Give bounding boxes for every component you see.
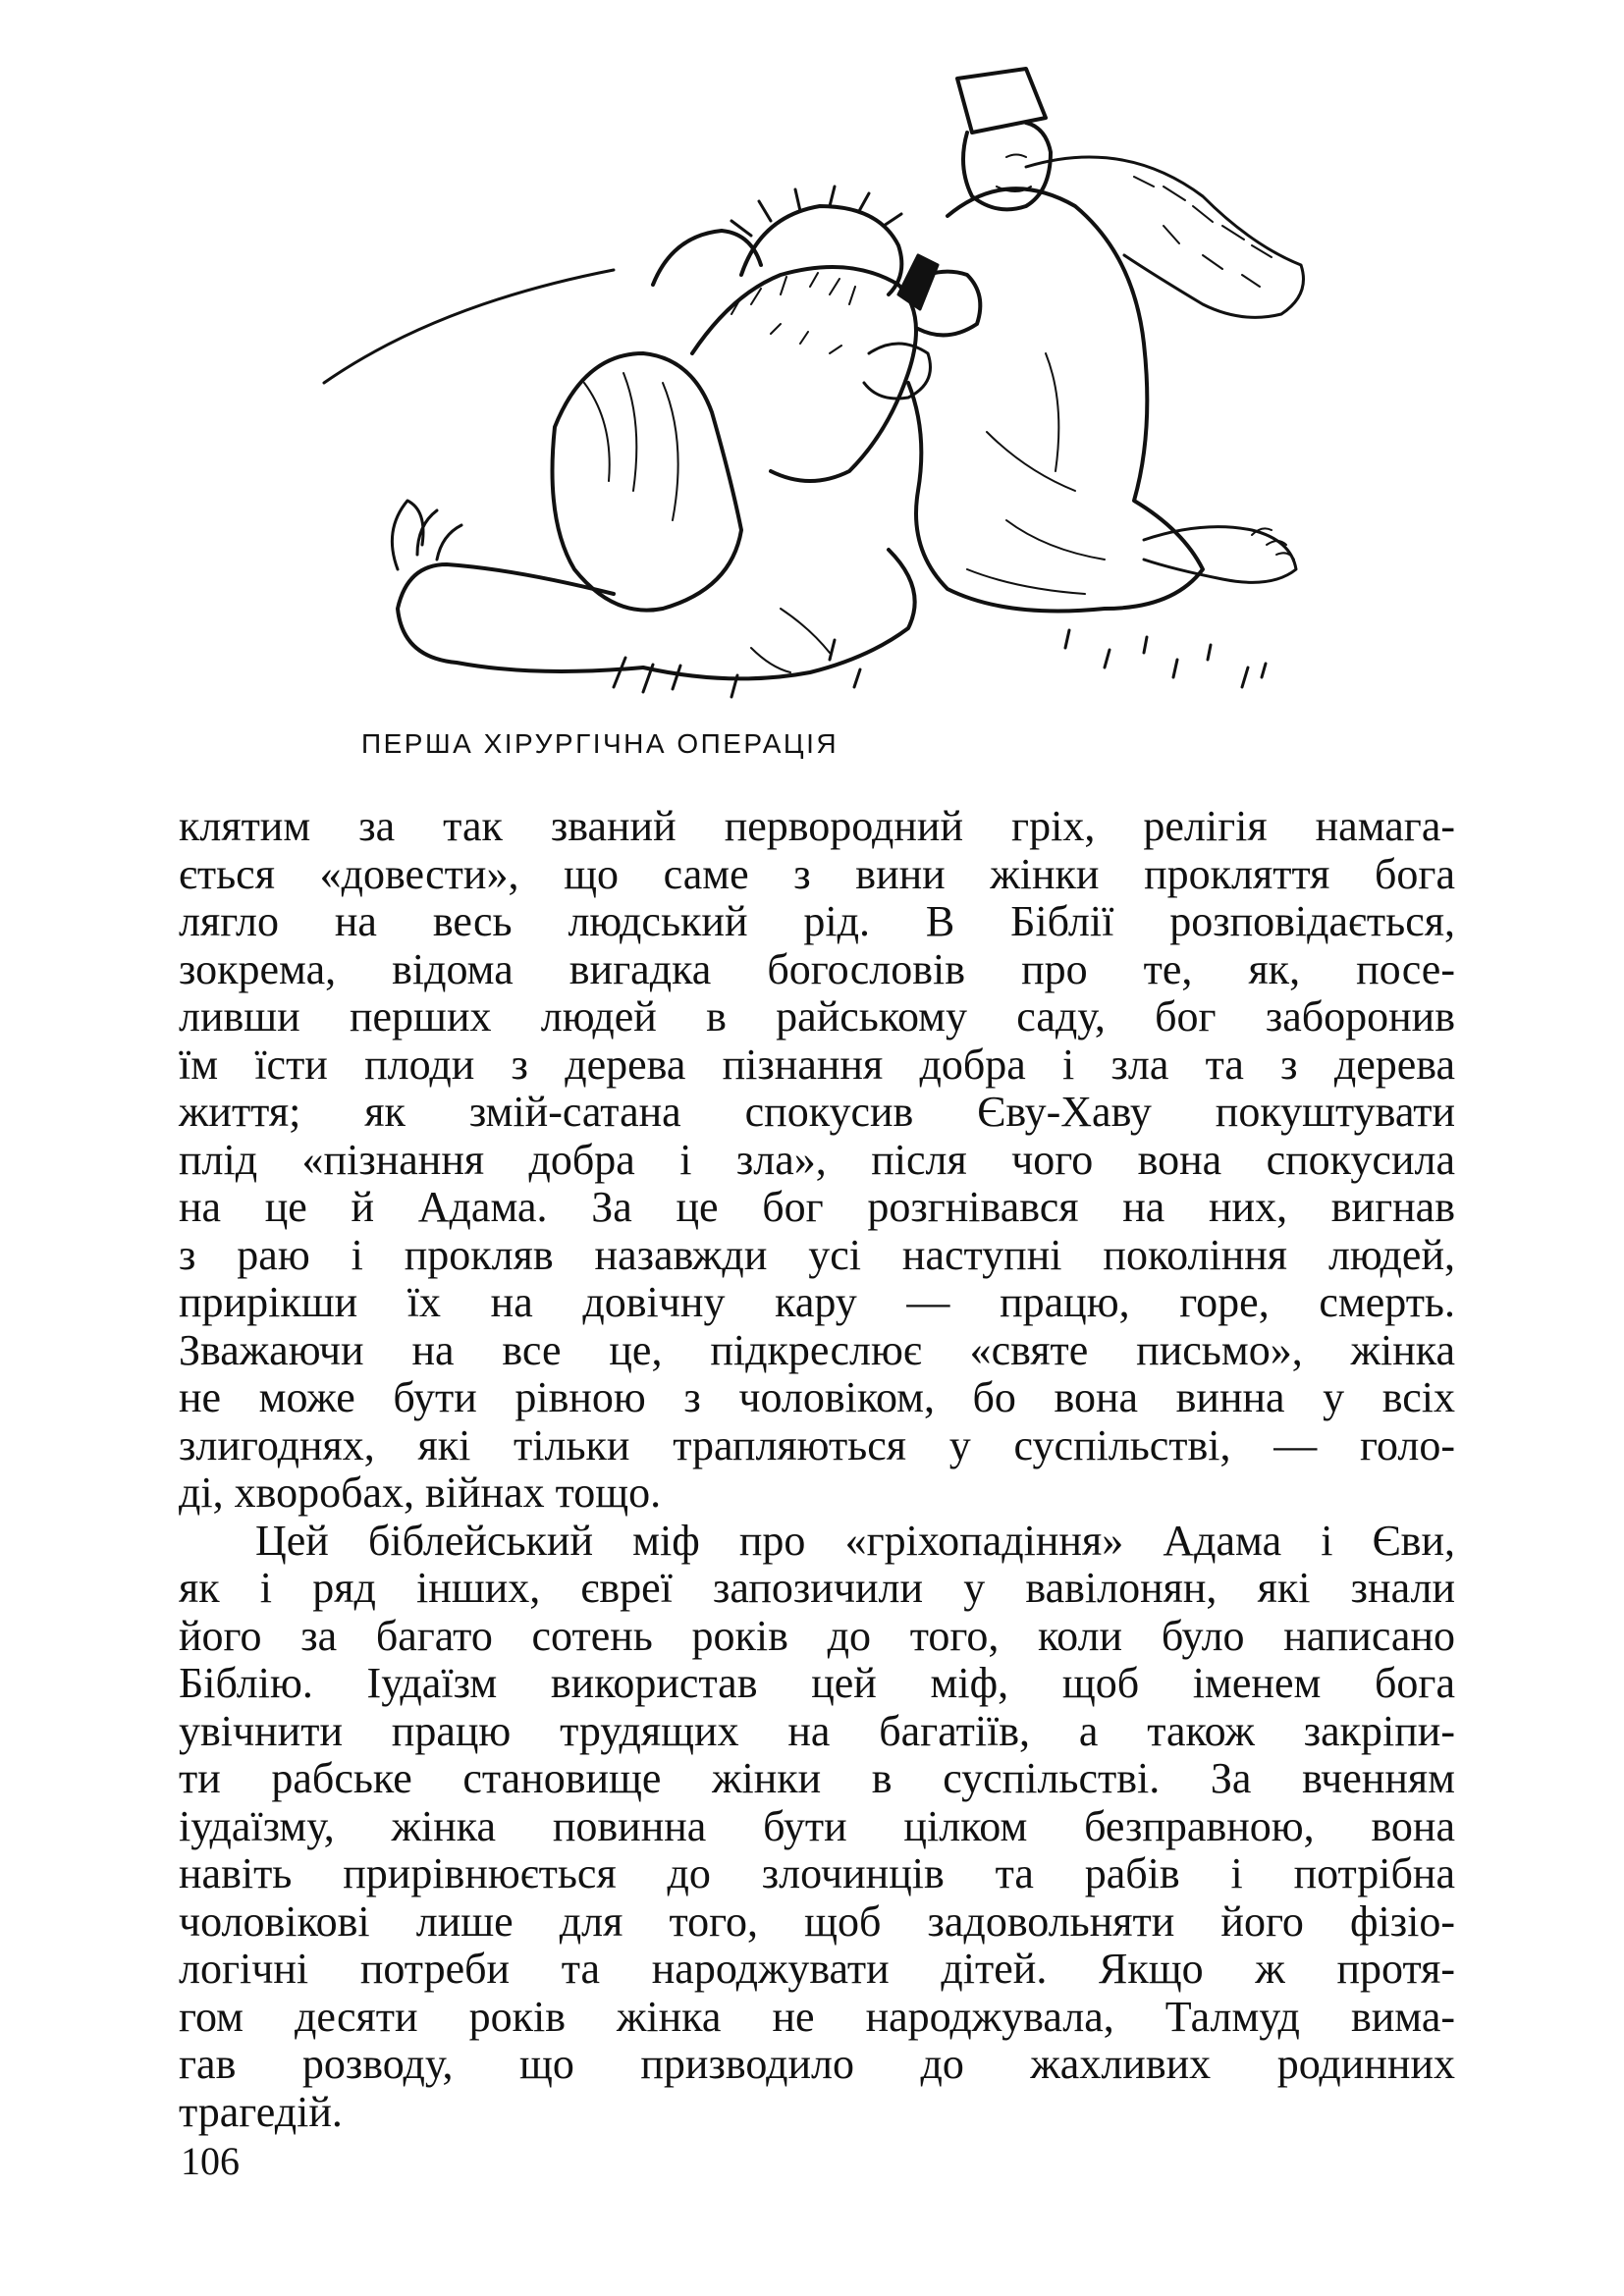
text-line: його за багато сотень років до того, коли було написано [179,1611,1455,1660]
text-line: на це й Адама. За це бог розгнівався на них, вигнав [179,1183,1455,1231]
ink-drawing [319,59,1340,717]
text-line: клятим за так званий первородний гріх, релігія намага- [179,802,1455,850]
text-line: не може бути рівною з чоловіком, бо вона винна у всіх [179,1373,1455,1421]
text-line: Біблію. Іудаїзм використав цей міф, щоб іменем бога [179,1659,1455,1707]
text-line: Цей біблейський міф про «гріхопадіння» Адама і Єви, [255,1516,1455,1565]
text-line: іудаїзму, жінка повинна бути цілком безправною, вона [179,1801,1455,1850]
text-line: лягло на весь людський рід. В Біблії розповідається, [179,897,1455,945]
text-line: плід «пізнання добра і зла», після чого вона спокусила [179,1135,1455,1184]
text-line: життя; як змій-сатана спокусив Єву-Хаву покуштувати [179,1088,1455,1136]
illustration-caption: ПЕРША ХІРУРГІЧНА ОПЕРАЦІЯ [361,728,839,759]
text-line: їм їсти плоди з дерева пізнання добра і зла та з дерева [179,1040,1455,1089]
text-line: гав розводу, що призводило до жахливих родинних [179,2040,1455,2088]
text-line: логічні потреби та народжувати дітей. Якщо ж протя- [179,1945,1455,1993]
text-line: увічнити працю трудящих на багатіїв, а також закріпи- [179,1706,1455,1755]
illustration-first-surgery [319,59,1340,717]
text-line: ливши перших людей в райському саду, бог заборонив [179,992,1455,1041]
text-line: прирікши їх на довічну кару — працю, горе, смерть. [179,1278,1455,1326]
text-line: злигоднях, які тільки трапляються у суспільстві, — голо- [179,1420,1455,1469]
text-line: ді, хворобах, війнах тощо. [179,1468,662,1517]
text-line: зокрема, відома вигадка богословів про те, як, посе- [179,944,1455,993]
text-line: трагедій. [179,2087,343,2136]
text-line: з раю і прокляв назавжди усі наступні покоління людей, [179,1230,1455,1279]
body-text [179,803,1455,2136]
text-line: гом десяти років жінка не народжувала, Талмуд вима- [179,1992,1455,2041]
text-line: Зважаючи на все це, підкреслює «святе письмо», жінка [179,1325,1455,1374]
text-line: як і ряд інших, євреї запозичили у вавілонян, які знали [179,1564,1455,1612]
text-line: навіть прирівнюється до злочинців та рабів і потрібна [179,1849,1455,1897]
page-number: 106 [181,2139,240,2183]
text-line: ти рабське становище жінки в суспільстві. За вченням [179,1754,1455,1802]
text-line: чоловікові лише для того, щоб задовольняти його фізіо- [179,1896,1455,1946]
text-line: ється «довести», що саме з вини жінки прокляття бога [179,849,1455,898]
